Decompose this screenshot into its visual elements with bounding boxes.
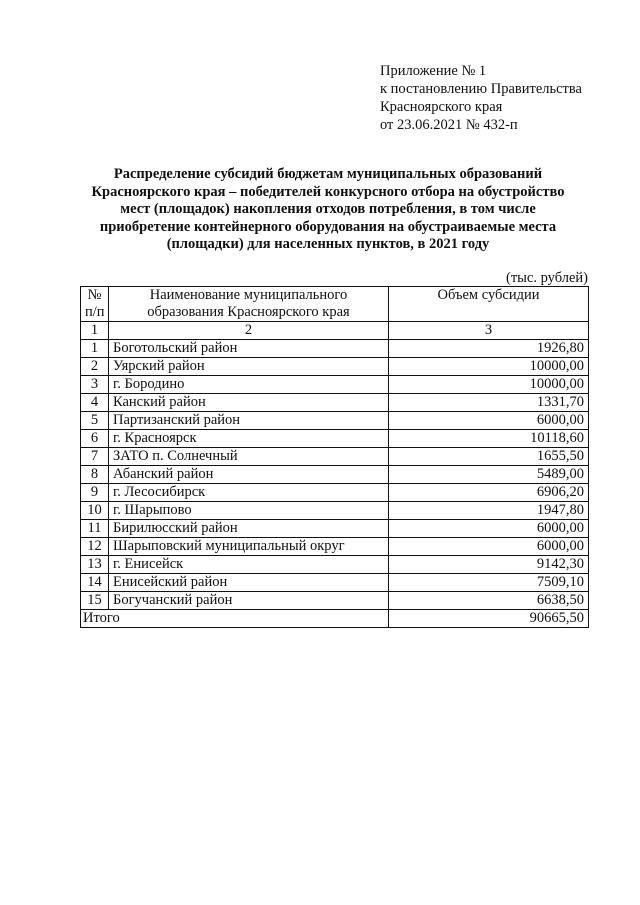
header-amount-line: Объем субсидии — [437, 287, 540, 303]
subsidy-table — [80, 286, 589, 628]
row-amount: 10000,00 — [389, 376, 589, 394]
row-number: 9 — [81, 484, 109, 502]
row-name: Бирилюсский район — [109, 520, 389, 538]
row-amount: 1947,80 — [389, 502, 589, 520]
title-line: Красноярского края – победителей конкурсного отбора на обустройство — [91, 183, 565, 200]
row-amount: 6638,50 — [389, 592, 589, 610]
header-number-line1: № — [87, 287, 102, 303]
row-name: Абанский район — [109, 466, 389, 484]
row-amount: 6000,00 — [389, 412, 589, 430]
row-amount: 1655,50 — [389, 448, 589, 466]
header-name-line2: образования Красноярского края — [147, 304, 350, 320]
appendix-line: к постановлению Правительства — [380, 81, 582, 97]
table-row — [81, 502, 589, 520]
row-number: 1 — [81, 340, 109, 358]
document-title — [70, 166, 586, 254]
table-row — [81, 520, 589, 538]
title-line: Распределение субсидий бюджетам муниципальных образований — [113, 166, 543, 182]
row-name: г. Красноярск — [109, 430, 389, 448]
row-name: Богучанский район — [109, 592, 389, 610]
row-number: 6 — [81, 430, 109, 448]
row-name: Шарыповский муниципальный округ — [109, 538, 389, 556]
row-number: 15 — [81, 592, 109, 610]
row-number: 3 — [81, 376, 109, 394]
appendix-block — [380, 62, 630, 134]
row-amount: 1331,70 — [389, 394, 589, 412]
row-number: 11 — [81, 520, 109, 538]
title-line: мест (площадок) накопления отходов потребления, в том числе — [120, 201, 536, 217]
row-name: ЗАТО п. Солнечный — [109, 448, 389, 466]
table-row — [81, 340, 589, 358]
row-number: 8 — [81, 466, 109, 484]
header-name-line1: Наименование муниципального — [149, 287, 348, 303]
total-label: Итого — [81, 610, 389, 628]
header-amount — [389, 287, 589, 322]
row-number: 14 — [81, 574, 109, 592]
row-name: г. Лесосибирск — [109, 484, 389, 502]
row-amount: 9142,30 — [389, 556, 589, 574]
appendix-line: Приложение № 1 — [380, 63, 487, 79]
row-name: г. Бородино — [109, 376, 389, 394]
units-label: (тыс. рублей) — [506, 270, 588, 286]
header-number-line2: п/п — [85, 304, 105, 320]
table-row — [81, 376, 589, 394]
appendix-line: Красноярского края — [380, 99, 503, 115]
title-line: приобретение контейнерного оборудования на обустраиваемые места — [99, 218, 557, 235]
row-number: 10 — [81, 502, 109, 520]
header-name — [109, 287, 389, 322]
table-row — [81, 484, 589, 502]
table-row — [81, 358, 589, 376]
table-row — [81, 430, 589, 448]
table-row — [81, 412, 589, 430]
row-amount: 7509,10 — [389, 574, 589, 592]
row-amount: 10000,00 — [389, 358, 589, 376]
row-number: 4 — [81, 394, 109, 412]
table-header-row — [81, 287, 589, 322]
row-name: Канский район — [109, 394, 389, 412]
row-amount: 6000,00 — [389, 538, 589, 556]
row-amount: 6906,20 — [389, 484, 589, 502]
table-row — [81, 466, 589, 484]
row-amount: 1926,80 — [389, 340, 589, 358]
column-number: 1 — [81, 322, 109, 340]
column-number: 2 — [109, 322, 389, 340]
row-number: 12 — [81, 538, 109, 556]
table-row — [81, 538, 589, 556]
column-number: 3 — [389, 322, 589, 340]
row-amount: 10118,60 — [389, 430, 589, 448]
column-number-row — [81, 322, 589, 340]
row-amount: 6000,00 — [389, 520, 589, 538]
table-row — [81, 592, 589, 610]
row-amount: 5489,00 — [389, 466, 589, 484]
row-name: Уярский район — [109, 358, 389, 376]
title-line: (площадки) для населенных пунктов, в 2021 году — [166, 236, 490, 252]
row-name: Партизанский район — [109, 412, 389, 430]
total-amount: 90665,50 — [389, 610, 589, 628]
table-row — [81, 556, 589, 574]
appendix-line: от 23.06.2021 № 432-п — [380, 117, 518, 133]
row-number: 7 — [81, 448, 109, 466]
row-number: 2 — [81, 358, 109, 376]
row-name: г. Енисейск — [109, 556, 389, 574]
row-number: 5 — [81, 412, 109, 430]
row-name: Енисейский район — [109, 574, 389, 592]
table-row — [81, 394, 589, 412]
row-number: 13 — [81, 556, 109, 574]
row-name: Боготольский район — [109, 340, 389, 358]
row-name: г. Шарыпово — [109, 502, 389, 520]
table-row — [81, 448, 589, 466]
header-number — [81, 287, 109, 322]
total-row — [81, 610, 589, 628]
table-row — [81, 574, 589, 592]
